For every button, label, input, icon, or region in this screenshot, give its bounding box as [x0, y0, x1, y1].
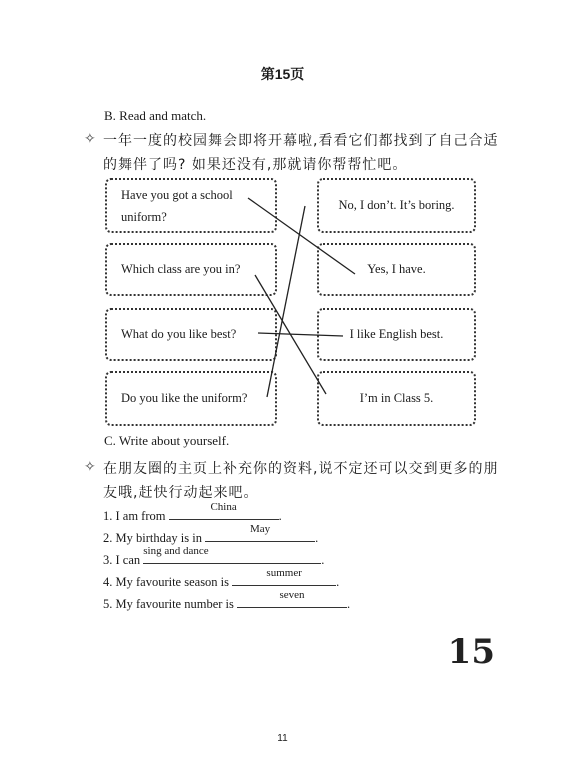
corner-page-number: 15	[447, 632, 495, 672]
match-left-text: uniform?	[121, 209, 167, 224]
write-item-2: 2. My birthday is in May .	[103, 523, 319, 545]
section-b-instruction-1: 一年一度的校园舞会即将开幕啦,看看它们都找到了自己合适	[103, 133, 499, 149]
match-line-1-2	[248, 198, 355, 274]
match-line-4-1	[267, 206, 305, 397]
section-c-instruction-1: 在朋友圈的主页上补充你的资料,说不定还可以交到更多的朋	[103, 461, 499, 477]
section-c-heading: C. Write about yourself.	[104, 433, 230, 448]
section-b-heading: B. Read and match.	[104, 108, 207, 123]
write-item-4: 4. My favourite season is summer .	[103, 567, 340, 589]
answer-field[interactable]: China	[169, 505, 279, 520]
match-line-3-3	[258, 333, 343, 336]
answer-field[interactable]: summer	[232, 571, 336, 586]
section-b-instruction-2: 的舞伴了吗? 如果还没有,那就请你帮帮忙吧。	[103, 157, 408, 173]
page-title: 第15页	[260, 66, 305, 82]
match-left-text: Have you got a school	[121, 187, 233, 202]
match-left-text: Do you like the uniform?	[121, 391, 248, 405]
write-item-1: 1. I am from China .	[103, 501, 282, 523]
sparkle-icon: ✧	[84, 132, 96, 147]
match-right-text: Yes, I have.	[367, 262, 426, 276]
section-c-instruction-2: 友哦,赶快行动起来吧。	[103, 485, 259, 501]
match-left-text: What do you like best?	[121, 327, 237, 341]
match-right-text: I’m in Class 5.	[359, 391, 434, 405]
answer-field[interactable]: May	[205, 527, 315, 542]
answer-field[interactable]: sing and dance	[143, 549, 321, 564]
match-right-text: No, I don’t. It’s boring.	[338, 198, 455, 212]
sparkle-icon: ✧	[84, 460, 96, 475]
write-item-3: 3. I can sing and dance .	[103, 545, 325, 567]
match-right-text: I like English best.	[349, 327, 444, 341]
write-item-5: 5. My favourite number is seven .	[103, 589, 351, 611]
page-number: 11	[277, 733, 288, 744]
answer-field[interactable]: seven	[237, 593, 347, 608]
match-left-text: Which class are you in?	[121, 262, 241, 276]
